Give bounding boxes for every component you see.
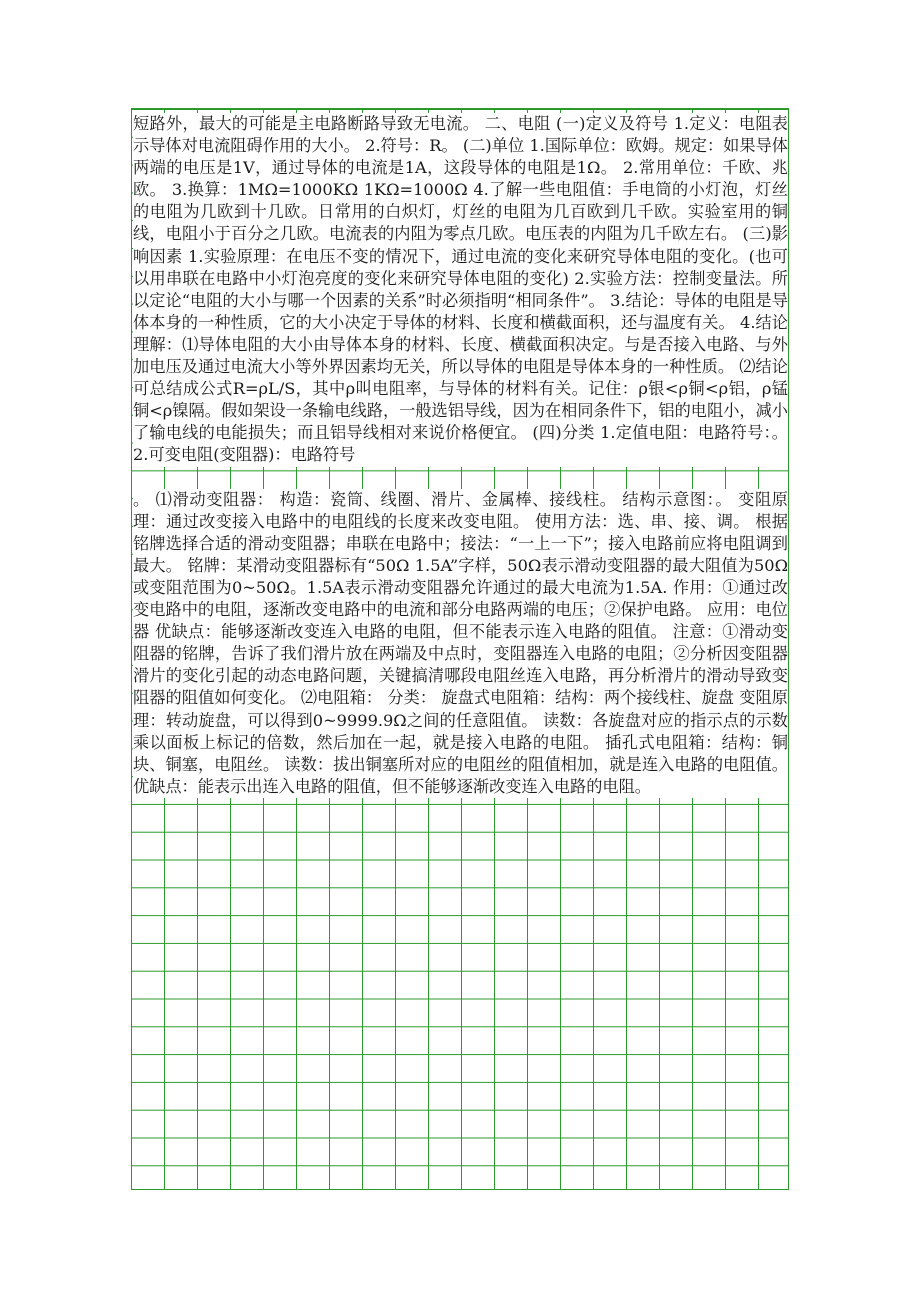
document-text xyxy=(133,113,788,798)
paragraph-2: 。 ⑴滑动变阻器： 构造：瓷筒、线圈、滑片、金属棒、接线柱。 结构示意图：。 变阻原理：通过改变接入电路中的电阻线的长度来改变电阻。 使用方法：选、串、接、调。 根据铭牌选择合适的滑动变阻器；串联在电路中；接法：“一上一下”；接入电路前应将电阻调到最大。 铭牌：某滑动变阻器标有“50Ω 1.5A”字样，50Ω表示滑动变阻器的最大阻值为50Ω或变阻范围为0~50Ω。1.5A表示滑动变阻器允许通过的最大电流为1.5A. 作用：①通过改变电路中的电阻，逐渐改变电路中的电流和部分电路两端的电压；②保护电路。 应用：电位器 优缺点：能够逐渐改变连入电路的电阻，但不能表示连入电路的阻值。 注意：①滑动变阻器的铭牌，告诉了我们滑片放在两端及中点时，变阻器连入电路的电阻；②分析因变阻器滑片的变化引起的动态电路问题，关键搞清哪段电阻丝连入电路，再分析滑片的滑动导致变阻器的阻值如何变化。 ⑵电阻箱： 分类： 旋盘式电阻箱：结构：两个接线柱、旋盘 变阻原理：转动旋盘，可以得到0~9999.9Ω之间的任意阻值。 读数：各旋盘对应的指示点的示数乘以面板上标记的倍数，然后加在一起，就是接入电路的电阻。 插孔式电阻箱：结构：铜块、铜塞，电阻丝。 读数：拔出铜塞所对应的电阻丝的阻值相加，就是连入电路的电阻值。 优缺点：能表示出连入电路的阻值，但不能够逐渐改变连入电路的电阻。 xyxy=(133,489,788,798)
paragraph-1: 短路外，最大的可能是主电路断路导致无电流。 二、电阻 (一)定义及符号 1.定义：电阻表示导体对电流阻碍作用的大小。 2.符号：R。 (二)单位 1.国际单位：欧姆。规定：如果导体两端的电压是1V，通过导体的电流是1A，这段导体的电阻是1Ω。 2.常用单位：千欧、兆欧。 3.换算：1MΩ=1000KΩ 1KΩ=1000Ω 4.了解一些电阻值：手电筒的小灯泡，灯丝的电阻为几欧到十几欧。日常用的白炽灯，灯丝的电阻为几百欧到几千欧。实验室用的铜线，电阻小于百分之几欧。电流表的内阻为零点几欧。电压表的内阻为几千欧左右。 (三)影响因素 1.实验原理：在电压不变的情况下，通过电流的变化来研究导体电阻的变化。(也可以用串联在电路中小灯泡亮度的变化来研究导体电阻的变化) 2.实验方法：控制变量法。所以定论“电阻的大小与哪一个因素的关系”时必须指明“相同条件”。 3.结论：导体的电阻是导体本身的一种性质，它的大小决定于导体的材料、长度和横截面积，还与温度有关。 4.结论理解：⑴导体电阻的大小由导体本身的材料、长度、横截面积决定。与是否接入电路、与外加电压及通过电流大小等外界因素均无关，所以导体的电阻是导体本身的一种性质。 ⑵结论可总结成公式R=ρL/S，其中ρ叫电阻率，与导体的材料有关。记住：ρ银<ρ铜<ρ铝，ρ锰铜<ρ镍隔。假如架设一条输电线路，一般选铝导线，因为在相同条件下，铝的电阻小，减小了输电线的电能损失；而且铝导线相对来说价格便宜。 (四)分类 1.定值电阻：电路符号：。 2.可变电阻(变阻器)：电路符号 xyxy=(133,113,788,467)
grid-paper xyxy=(131,108,789,1190)
